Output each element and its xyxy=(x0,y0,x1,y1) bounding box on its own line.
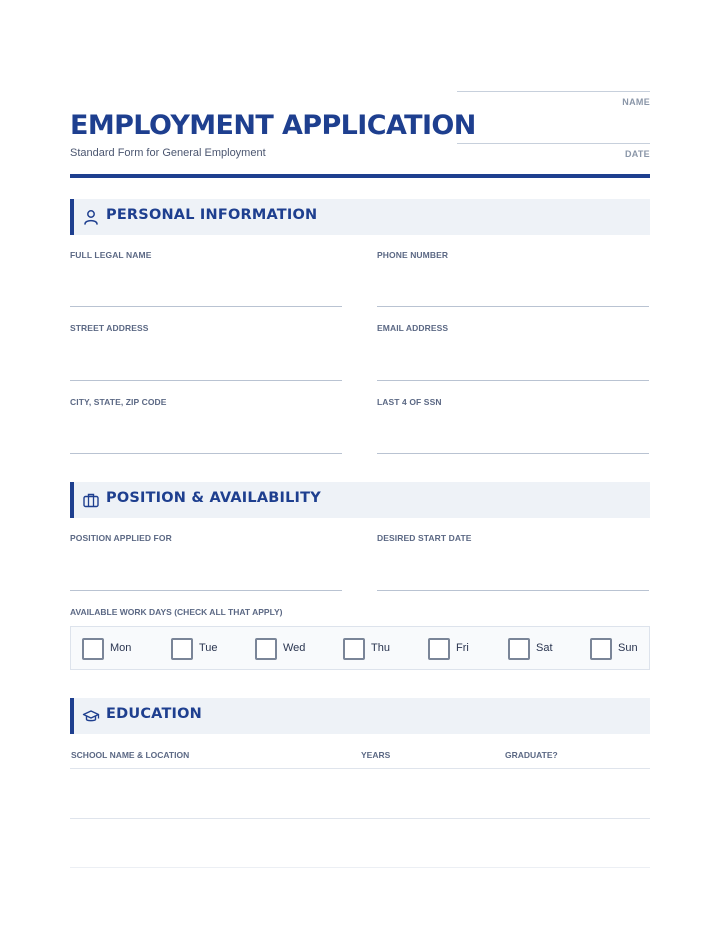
column-header-graduate: GRADUATE? xyxy=(505,750,558,760)
table-row[interactable] xyxy=(70,818,650,819)
briefcase-icon xyxy=(82,491,100,509)
field-label: EMAIL ADDRESS xyxy=(377,323,449,333)
input-line[interactable] xyxy=(377,380,649,381)
work-days-group xyxy=(70,626,650,670)
email-address-field[interactable] xyxy=(377,323,649,333)
checkbox[interactable] xyxy=(255,638,277,660)
street-address-field[interactable] xyxy=(70,323,342,333)
input-line[interactable] xyxy=(70,306,342,307)
checkbox[interactable] xyxy=(590,638,612,660)
name-label: NAME xyxy=(622,97,650,107)
position-applied-field[interactable] xyxy=(70,533,342,543)
phone-number-field[interactable] xyxy=(377,250,649,260)
checkbox[interactable] xyxy=(428,638,450,660)
column-header-years: YEARS xyxy=(361,750,391,760)
day-label: Tue xyxy=(199,642,218,654)
last4-ssn-field[interactable] xyxy=(377,397,649,407)
date-input-line[interactable] xyxy=(457,143,650,144)
page-title: EMPLOYMENT APPLICATION xyxy=(70,110,476,141)
person-icon xyxy=(82,208,100,226)
full-legal-name-field[interactable] xyxy=(70,250,342,260)
input-line[interactable] xyxy=(377,590,649,591)
field-label: POSITION APPLIED FOR xyxy=(70,533,172,543)
application-form xyxy=(70,0,650,932)
checkbox[interactable] xyxy=(343,638,365,660)
city-state-zip-field[interactable] xyxy=(70,397,342,407)
section-title: PERSONAL INFORMATION xyxy=(106,207,318,223)
date-label: DATE xyxy=(624,149,650,159)
day-label: Mon xyxy=(110,642,132,654)
input-line[interactable] xyxy=(70,590,342,591)
section-position-availability xyxy=(70,482,650,518)
checkbox[interactable] xyxy=(171,638,193,660)
section-education xyxy=(70,698,650,734)
page-subtitle: Standard Form for General Employment xyxy=(70,147,266,159)
checkbox[interactable] xyxy=(82,638,104,660)
input-line[interactable] xyxy=(70,453,342,454)
day-label: Thu xyxy=(371,642,390,654)
field-label: CITY, STATE, ZIP CODE xyxy=(70,397,167,407)
header-divider xyxy=(70,174,650,178)
input-line[interactable] xyxy=(377,306,649,307)
section-personal-information xyxy=(70,199,650,235)
input-line[interactable] xyxy=(70,380,342,381)
desired-start-date-field[interactable] xyxy=(377,533,649,543)
day-label: Sat xyxy=(536,642,553,654)
field-label: FULL LEGAL NAME xyxy=(70,250,152,260)
work-days-label: AVAILABLE WORK DAYS (CHECK ALL THAT APPLY) xyxy=(70,607,283,617)
column-header-school: SCHOOL NAME & LOCATION xyxy=(71,750,190,760)
checkbox[interactable] xyxy=(508,638,530,660)
field-label: STREET ADDRESS xyxy=(70,323,149,333)
graduation-cap-icon xyxy=(82,707,100,725)
day-label: Sun xyxy=(618,642,638,654)
section-title: EDUCATION xyxy=(106,706,203,722)
field-label: DESIRED START DATE xyxy=(377,533,472,543)
field-label: PHONE NUMBER xyxy=(377,250,449,260)
day-label: Fri xyxy=(456,642,469,654)
field-label: LAST 4 OF SSN xyxy=(377,397,442,407)
input-line[interactable] xyxy=(377,453,649,454)
day-label: Wed xyxy=(283,642,306,654)
table-header-divider xyxy=(70,768,650,769)
name-input-line[interactable] xyxy=(457,91,650,92)
section-title: POSITION & AVAILABILITY xyxy=(106,490,321,506)
table-row[interactable] xyxy=(70,867,650,868)
